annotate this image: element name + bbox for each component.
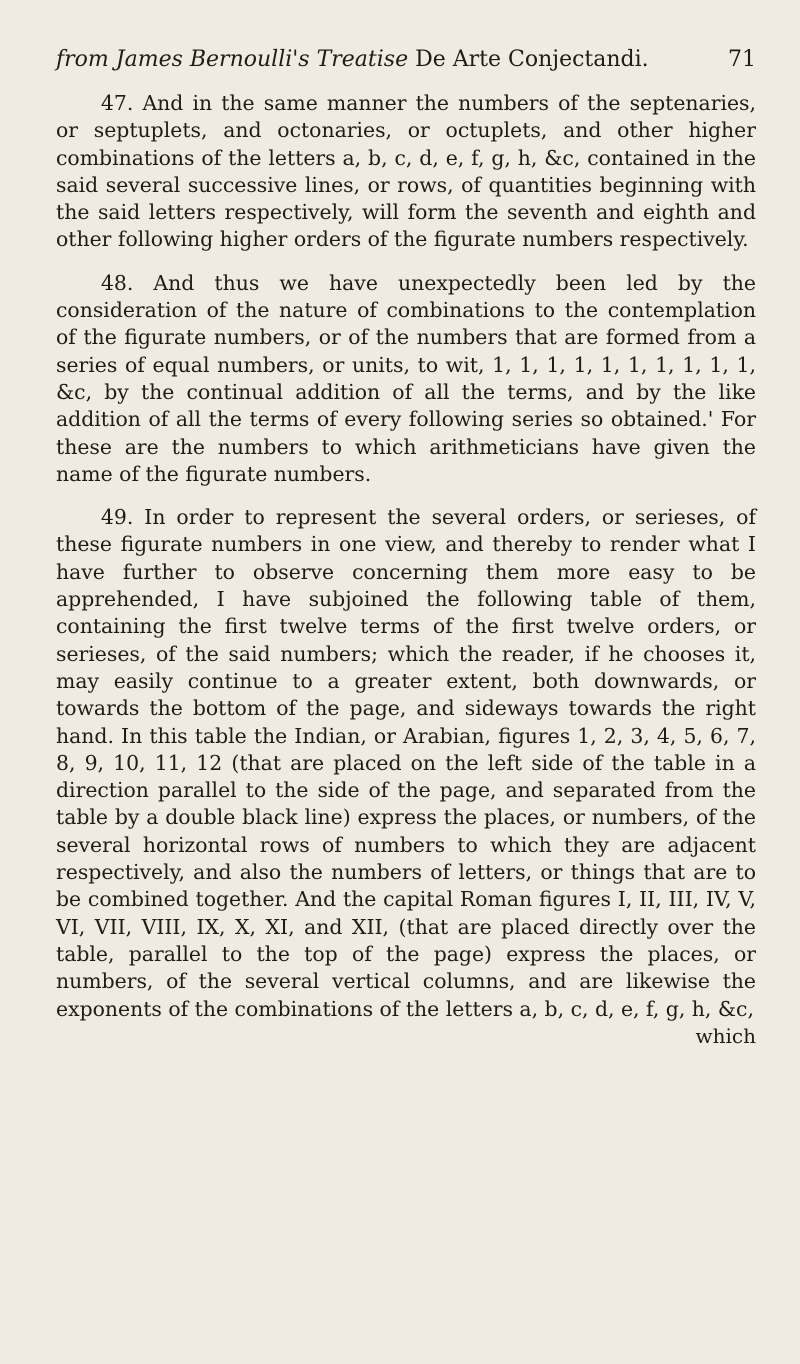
paragraph-text: In order to represent the several orders, or serieses, of these figurate numbers in one view, and thereby to render what I have further to observe concerning them more easy to be apprehended, I have subjoined the following table of them, containing the first twelve terms of the first twelve orders, or serieses, of the said numbers; which the reader, if he chooses it, may easily continue to a greater extent, both downwards, or towards the bottom of the page, and sideways towards the right hand. In this table the Indian, or Arabian, figures 1, 2, 3, 4, 5, 6, 7, 8, 9, 10, 11, 12 (that are placed on the left side of the table in a direction parallel to the side of the page, and separated from the table by a double black line) express the places, or numbers, of the several horizontal rows of numbers to which they are adjacent respectively, and also the numbers of letters, or things that are to be combined together. And the capital Roman figures I, II, III, IV, V, VI, VII, VIII, IX, X, XI, and XII, (that are placed directly over the table, parallel to the top of the page) express the places, or numbers, of the several vertical columns, and are likewise the exponents of the combinations of the letters a, b, c, d, e, f, g, h, &c, <box>56 505 756 1021</box>
running-head-prefix: from <box>56 47 116 72</box>
running-head-italic-title: James Bernoulli's Treatise <box>115 47 409 72</box>
paragraph-text: And thus we have unexpectedly been led by the consideration of the nature of combinations to the contemplation of the figurate numbers, or of the numbers that are formed from a series of equal numbers, or units, to wit, 1, 1, 1, 1, 1, 1, 1, 1, 1, 1, &c, by the continual addition of all the terms, and by the like addition of all the terms of every following series so obtained.' For these are the numbers to which arithmeticians have given the name of the figurate numbers. <box>56 270 756 486</box>
page-number: 71 <box>728 47 756 72</box>
paragraph-number: 49. <box>100 505 134 530</box>
paragraph-48 <box>56 270 756 488</box>
running-head-latin-title: De Arte Conjectandi. <box>408 47 649 72</box>
running-head <box>56 38 756 86</box>
paragraph-number: 47. <box>100 91 134 115</box>
paragraph-number: 48. <box>100 270 134 295</box>
book-page <box>56 38 756 1348</box>
paragraph-49 <box>56 504 756 1023</box>
paragraph-text: And in the same manner the numbers of the septenaries, or septuplets, and octonaries, or octuplets, and other higher combinations of the letters a, b, c, d, e, f, g, h, &c, contained in the said several successive lines, or rows, of quantities beginning with the said letters respectively, will form the seventh and eighth and other following higher orders of the figurate numbers respectively. <box>56 91 756 252</box>
catchword: which <box>695 1023 756 1048</box>
paragraph-47 <box>56 90 756 254</box>
